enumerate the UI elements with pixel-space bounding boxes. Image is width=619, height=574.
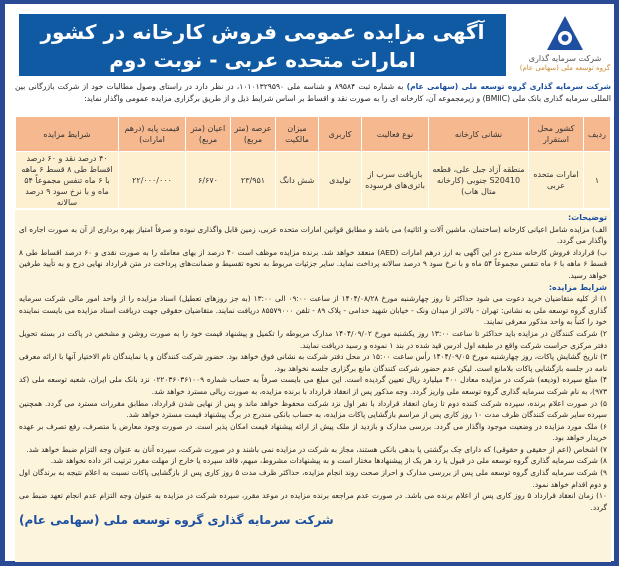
cell-row: ۱ xyxy=(584,152,611,209)
notes-heading: توضیحات: xyxy=(567,213,607,222)
col-base-price: قیمت پایه (درهم امارات) xyxy=(119,117,186,152)
intro-company-name: شرکت سرمایه گذاری گروه توسعه ملی (سهامی عام) xyxy=(406,82,611,91)
cell-ownership: شش دانگ xyxy=(276,152,319,209)
note-item: الف) مزایده شامل اعیانی کارخانه (ساختمان، ماشین آلات و اثاثیه) می باشد و مطابق قوانین امارات متحده عربی، زمین قابل واگذاری نبوده و صرفاً امتیاز بهره برداری از آن به صورت اجاره ای واگذار می گردد. xyxy=(19,224,607,246)
cell-address: منطقه آزاد جبل علی، قطعه S20410 جنوبی (کارخانه متال هاب) xyxy=(429,152,529,209)
condition-item: ۴) مبلغ سپرده (ودیعه) شرکت در مزایده معادل ۴۰۰ میلیارد ریال تعیین گردیده است. این مبلغ می بایست صرفاً به حساب شماره ۰۲۲۰۳۶۰۳۶۱۰۰۹ نزد بانک ملی ایران، شعبه توسعه ملی (کد ۹۷۳)، به نام شرکت سرمایه گذاری گروه توسعه ملی واریز گردد. وجه مذکور پس از انعقاد قرارداد با برنده مزایده، به صورت ریالی مسترد خواهد شد. xyxy=(19,375,607,396)
condition-item: ۲) شرکت کنندگان در مزایده باید حداکثر تا ساعت ۱۳:۰۰ روز یکشنبه مورخ ۱۴۰۴/۰۹/۰۲ مدارک مربوطه را تکمیل و پیشنهاد قیمت خود را به صورت روشن و مشخص در پاکت در بسته تحویل دفتر مرکزی حراست شرکت واقع در طبقه اول ادرس قید شده در بند ۱ نموده و رسید دریافت نمایند. xyxy=(19,328,607,350)
col-activity: نوع فعالیت xyxy=(362,117,429,152)
title-banner xyxy=(19,14,506,76)
cell-building-area: ۶/۶۷۰ xyxy=(186,152,231,209)
condition-item: ۸) شرکت سرمایه گذاری گروه توسعه ملی در قبول یا رد هر یک از پیشنهادها مختار است و به پیشنهادات مشروط، مبهم، فاقد سپرده یا خارج از مهلت مقرر ترتیب اثر داده نخواهد شد. xyxy=(50,456,607,466)
condition-item: ۵) در صورت اعلام برنده، سپرده شرکت کننده دوم تا زمان انعقاد قرارداد با نفر اول نزد شرکت محفوظ خواهد ماند و پس از نهایی شدن قرارداد، مطابق مقررات مسترد می گردد. همچنین سپرده سایر شرکت کنندگان ظرف مدت ۱۰ روز کاری پس از مراسم بازگشایی پاکات مزایده، به حساب بانکی مندرج در برگ پیشنهاد قیمت مسترد خواهد شد. xyxy=(19,398,607,420)
company-logo xyxy=(515,14,615,76)
condition-item: ۷) اشخاص (اعم از حقیقی و حقوقی) که دارای چک برگشتی یا بدهی بانکی هستند، مجاز به شرکت در مزایده نمی باشند و در صورت شرکت، سپرده آنان به عنوان وجه التزام ضبط خواهد شد. xyxy=(26,444,607,454)
col-usage: کاربری xyxy=(319,117,362,152)
notes-section xyxy=(15,210,611,562)
condition-item: ۱۰) زمان انعقاد قرارداد ۵ روز کاری پس از اعلام برنده می باشد. در صورت عدم مراجعه برنده مزایده در موعد مقرر، سپرده شرکت در مزایده به عنوان وجه التزام عدم انجام تعهد ضبط می گردد. xyxy=(19,491,607,512)
col-building-area: اعیان (متر مربع) xyxy=(186,117,231,152)
cell-usage: تولیدی xyxy=(319,152,362,209)
table-header-row xyxy=(16,117,611,152)
note-item: ب) قرارداد فروش کارخانه مندرج در این آگهی به ارز درهم امارات (AED) منعقد خواهد شد. برنده مزایده موظف است ۴۰ درصد از بهای معامله را به صورت نقدی و ۶۰ درصد اقساط طی ۸ قسط ۶ ماهه با ۶ ماه تنفس مجموعاً ۵۴ ماه و با نرخ سود ۹ درصد سالانه پرداخت نماید. سایر جزئیات مربوط به نحوه تقسیط و ضمانت‌های پرداخت در متن قرارداد نهایی درج و به تأیید طرفین خواهد رسید. xyxy=(19,247,607,280)
intro-paragraph xyxy=(15,81,611,105)
cell-terms: ۴۰ درصد نقد و ۶۰ درصد اقساط طی ۸ قسط ۶ ماهه با ۶ ماه تنفس مجموعاً ۵۴ ماه و با نرخ سود ۹ درصد سالانه xyxy=(16,152,119,209)
col-terms: شرایط مزایده xyxy=(16,117,119,152)
col-country: کشور محل استقرار xyxy=(529,117,584,152)
intro-text: به شماره ثبت ۸۹۵۸۴ و شناسه ملی ۱۰۱۰۱۳۲۹۵۹۰، در نظر دارد در راستای وصول مطالبات خود از شرکت بازرگانی بین المللی سرمایه گذاری بانک ملی (BMIIC) و زیرمجموعه آن، کارخانه ای را به صورت نقد و اقساط بر اساس شرایط ذیل و از طریق برگزاری مزایده عمومی واگذار نماید: xyxy=(15,82,611,103)
conditions-heading: شرایط مزایده: xyxy=(548,282,607,292)
logo-text-line1: شرکت سرمایه گذاری xyxy=(528,54,602,63)
condition-item: ۹) شرکت سرمایه گذاری گروه توسعه ملی پس از بررسی مدارک و احراز صحت روند انجام مزایده، حداکثر ظرف مدت ۵ روز کاری پس از بازگشایی پاکات نسبت به اعلام نتیجه به برندگان اول و دوم اقدام خواهد نمود. xyxy=(19,468,607,489)
header xyxy=(15,10,615,76)
title-line-2: امارات متحده عربی - نوبت دوم xyxy=(109,48,416,72)
signature: شرکت سرمایه گذاری گروه توسعه ملی (سهامی عام) xyxy=(19,513,334,528)
col-land-area: عرصه (متر مربع) xyxy=(231,117,276,152)
col-row: ردیف xyxy=(584,117,611,152)
col-address: نشانی کارخانه xyxy=(429,117,529,152)
condition-item: ۳) تاریخ گشایش پاکات، روز چهارشنبه مورخ ۱۴۰۴/۰۹/۰۵ رأس ساعت ۱۵:۰۰ در محل دفتر شرکت به نشانی فوق خواهد بود. حضور شرکت کنندگان و یا نمایندگان تام الاختیار آنها با ارائه معرفی نامه در جلسه بازگشایی پاکات بلامانع است. لیکن عدم حضور شرکت کنندگان مانع برگزاری جلسه نخواهد بود. xyxy=(19,352,607,373)
cell-land-area: ۲۳/۹۵۱ xyxy=(231,152,276,209)
cell-activity: بازیافت سرب از باتری‌های فرسوده xyxy=(362,152,429,209)
cell-base-price: ۲۲/۰۰۰/۰۰۰ xyxy=(119,152,186,209)
cell-country: امارات متحده عربی xyxy=(529,152,584,209)
col-ownership: میزان مالکیت xyxy=(276,117,319,152)
condition-item: ۱) از کلیه متقاضیان خرید دعوت می شود حداکثر تا روز چهارشنبه مورخ ۱۴۰۴/۰۸/۲۸ از ساعت ۰۹:۰۰ الی ۱۳:۰۰ (به جز روزهای تعطیل) اسناد مزایده را از واحد امور مالی شرکت سرمایه گذاری گروه توسعه ملی به نشانی: تهران - بالاتر از میدان ونک - خیابان شهید خدامی - پلاک ۸۹ - تلفن ۸۵۵۷۹۰۰۰ دریافت نمایند. متقاضیان حقوقی جهت دریافت اسناد مزایده می بایست نماینده خود را کتباً به واحد مذکور معرفی نمایند. xyxy=(19,294,607,327)
logo-text-line2: گروه توسعه ملی (سهامی عام) xyxy=(519,64,611,72)
triangle-logo-icon xyxy=(545,14,585,54)
condition-item: ۶) ملک مورد مزایده در وضعیت موجود واگذار می گردد. بررسی مدارک و بازدید از ملک پیش از ارائه پیشنهاد قیمت امکان پذیر است. در صورت وجود معارض یا متصرف، رفع تصرف بر عهده خریدار خواهد بود. xyxy=(19,421,607,443)
table-row xyxy=(16,152,611,209)
title-line-1: آگهی مزایده عمومی فروش کارخانه در کشور xyxy=(40,20,485,44)
auction-table xyxy=(15,116,611,209)
